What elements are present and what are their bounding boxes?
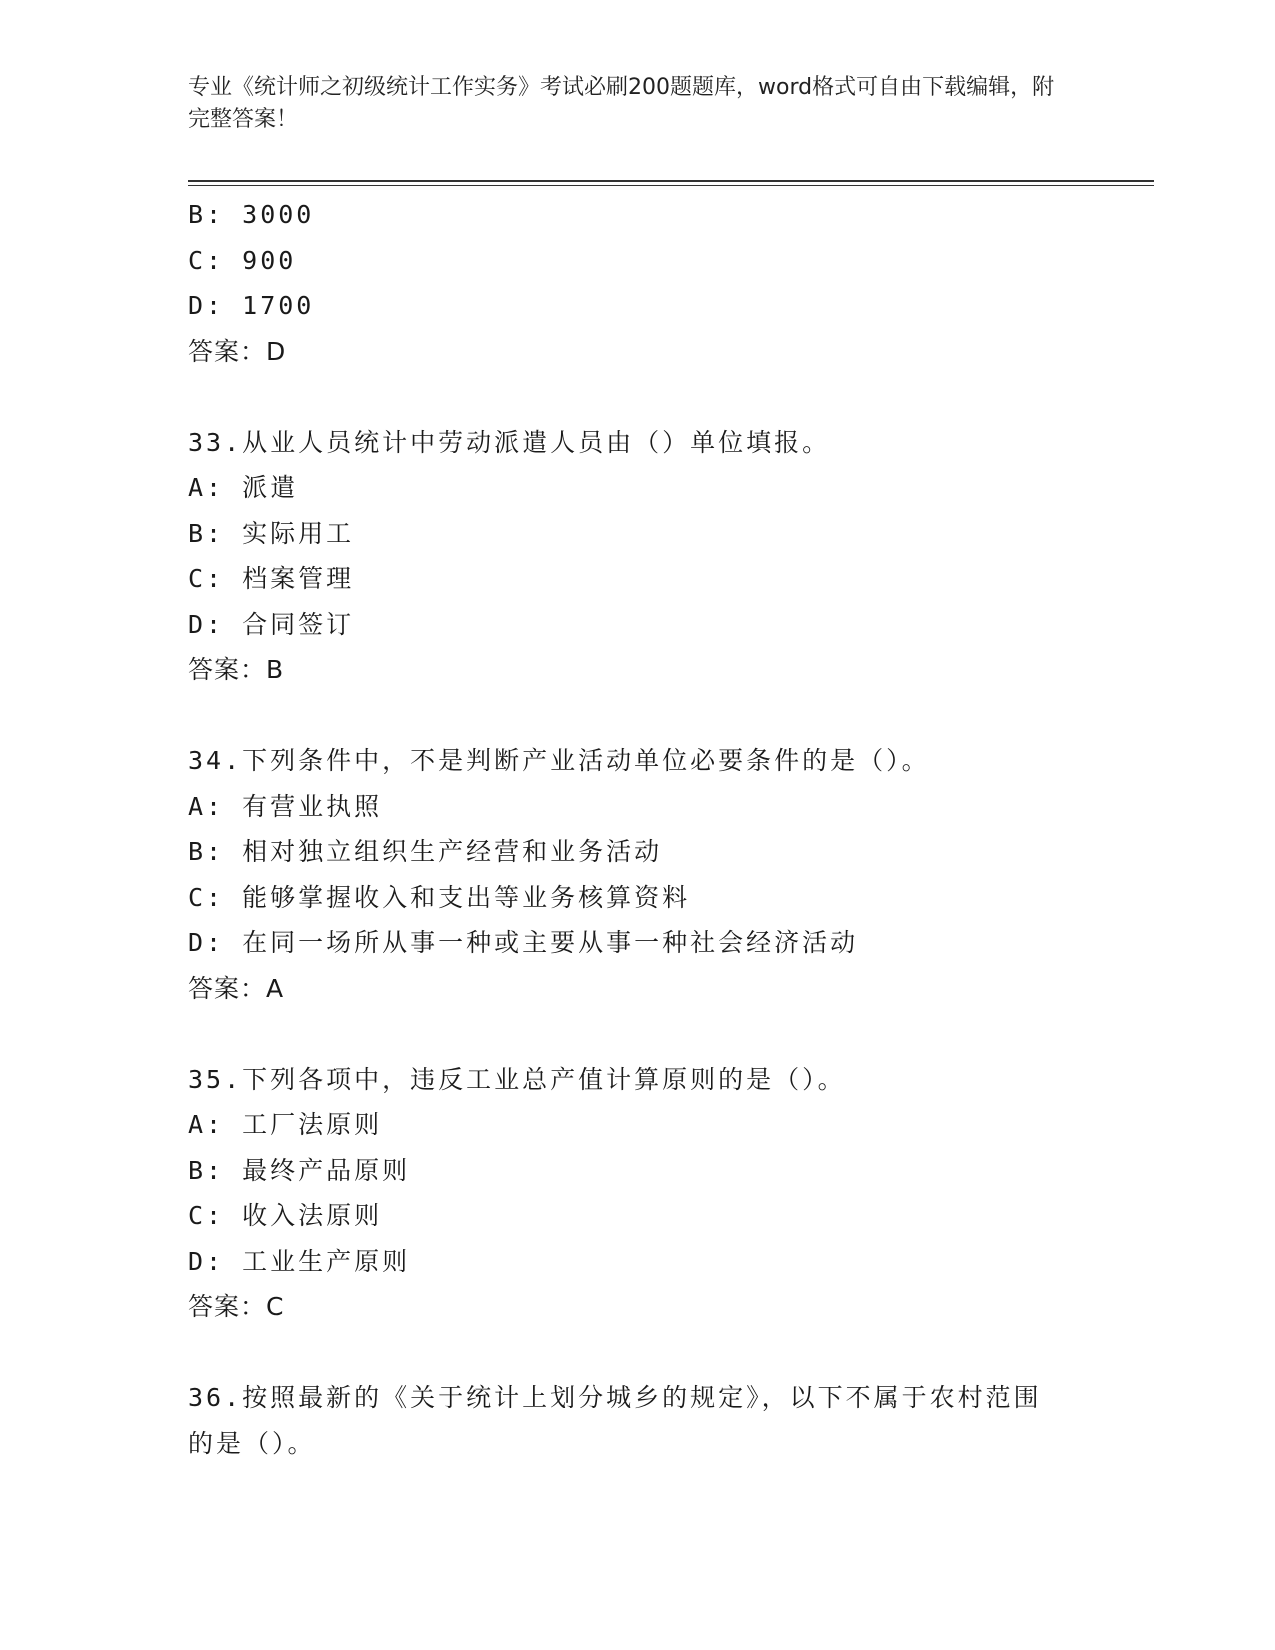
spacer xyxy=(188,374,1088,420)
answer-label: 答案：B xyxy=(188,655,285,684)
option-a: A: 有营业执照 xyxy=(188,791,383,821)
spacer xyxy=(188,693,1088,739)
option-d: D: 1700 xyxy=(188,291,315,320)
question-32-tail xyxy=(188,192,1088,374)
question-36 xyxy=(188,1375,1088,1466)
option-d: D: 工业生产原则 xyxy=(188,1246,411,1276)
option-a: A: 工厂法原则 xyxy=(188,1110,383,1139)
option-c: C: 能够掌握收入和支出等业务核算资料 xyxy=(188,882,691,912)
header-divider-thick xyxy=(188,180,1154,182)
header-title: 专业《统计师之初级统计工作实务》考试必刷200题题库，word格式可自由下载编辑，附完整答案！ xyxy=(188,75,1055,132)
header-divider-thin xyxy=(188,185,1154,186)
option-b: B: 相对独立组织生产经营和业务活动 xyxy=(188,837,663,866)
option-a: A: 派遣 xyxy=(188,473,299,502)
answer-label: 答案：D xyxy=(188,336,287,366)
question-34 xyxy=(188,738,1088,1011)
question-35 xyxy=(188,1057,1088,1330)
spacer xyxy=(188,1011,1088,1057)
question-title: 36.按照最新的《关于统计上划分城乡的规定》，以下不属于农村范围的是（）。 xyxy=(188,1383,1042,1458)
answer-label: 答案：A xyxy=(188,973,285,1003)
question-title: 33.从业人员统计中劳动派遣人员由（）单位填报。 xyxy=(188,427,831,457)
answer-label: 答案：C xyxy=(188,1292,285,1321)
option-b: B: 最终产品原则 xyxy=(188,1155,411,1185)
option-c: C: 档案管理 xyxy=(188,564,355,593)
question-title: 35.下列各项中，违反工业总产值计算原则的是（）。 xyxy=(188,1064,846,1094)
option-b: B: 3000 xyxy=(188,200,315,229)
question-list xyxy=(188,192,1088,1466)
option-d: D: 合同签订 xyxy=(188,609,355,639)
question-title: 34.下列条件中，不是判断产业活动单位必要条件的是（）。 xyxy=(188,746,930,775)
spacer xyxy=(188,1330,1088,1376)
document-header xyxy=(188,72,1068,136)
option-c: C: 收入法原则 xyxy=(188,1201,383,1230)
option-b: B: 实际用工 xyxy=(188,518,355,548)
option-c: C: 900 xyxy=(188,245,297,275)
question-33 xyxy=(188,420,1088,693)
option-d: D: 在同一场所从事一种或主要从事一种社会经济活动 xyxy=(188,928,859,957)
